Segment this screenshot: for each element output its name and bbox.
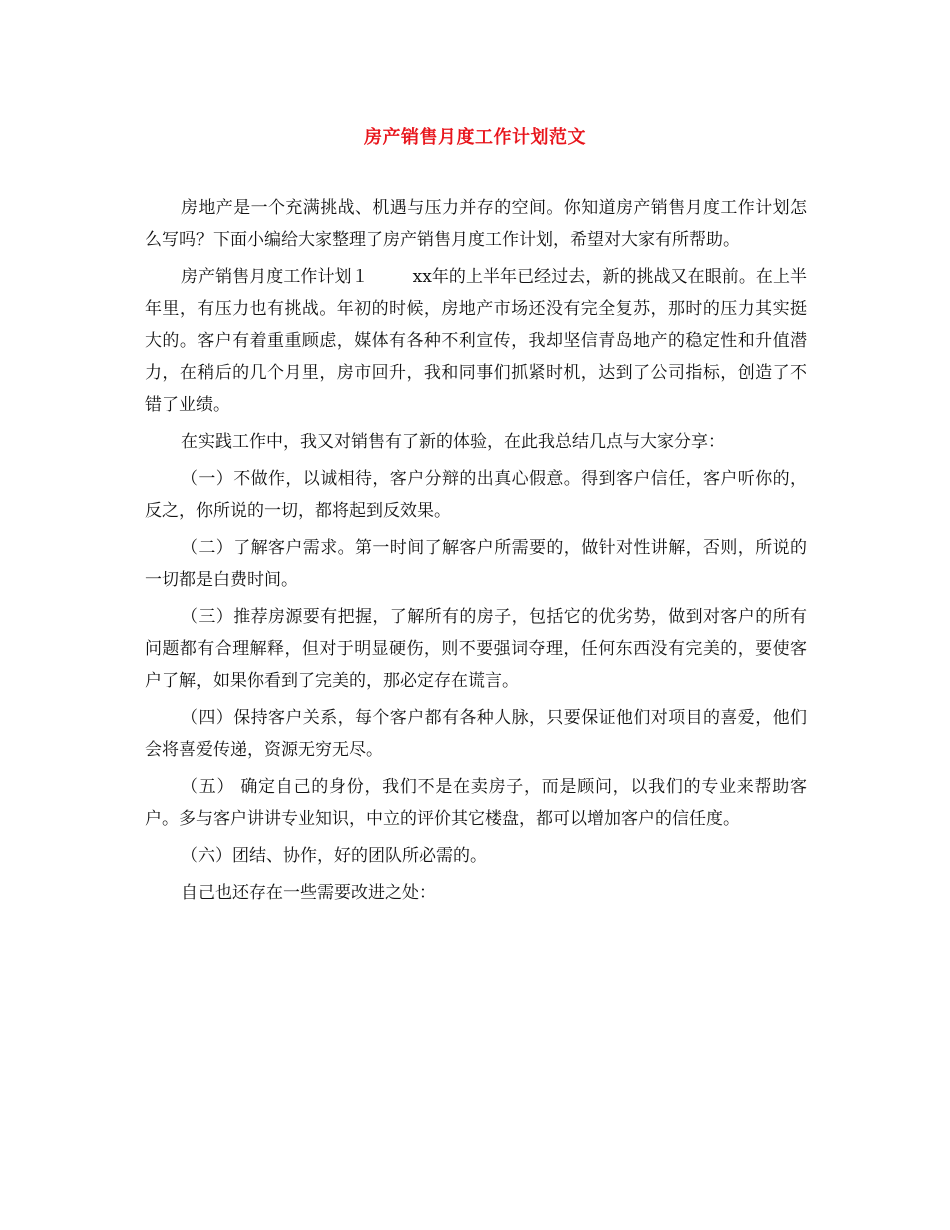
paragraph-experience: 在实践工作中，我又对销售有了新的体验，在此我总结几点与大家分享： xyxy=(181,432,725,452)
plan-body: 在上半年里，有压力也有挑战。年初的时候，房地产市场还没有完全复苏，那时的压力其实挺大的。客户有着重重顾虑，媒体有各种不利宣传，我却坚信青岛地产的稳定性和升值潜力，在稍后的几个月里，房市回升，我和同事们抓紧时机，达到了公司指标，创造了不错了业绩。 xyxy=(145,267,808,415)
paragraph-point-5: （五） 确定自己的身份，我们不是在卖房子，而是顾问，以我们的专业来帮助客户。多与客户讲讲专业知识，中立的评价其它楼盘，都可以增加客户的信任度。 xyxy=(145,777,807,829)
paragraph-point-4: （四）保持客户关系，每个客户都有各种人脉，只要保证他们对项目的喜爱，他们会将喜爱传递，资源无穷无尽。 xyxy=(145,708,807,760)
document-title: 房产销售月度工作计划范文 xyxy=(364,127,586,148)
paragraph-intro: 房地产是一个充满挑战、机遇与压力并存的空间。你知道房产销售月度工作计划怎么写吗？下面小编给大家整理了房产销售月度工作计划，希望对大家有所帮助。 xyxy=(145,198,807,250)
paragraph-improvement: 自己也还存在一些需要改进之处： xyxy=(181,883,436,903)
paragraph-point-2: （二）了解客户需求。第一时间了解客户所需要的，做针对性讲解，否则，所说的一切都是白费时间。 xyxy=(145,538,807,590)
document-body xyxy=(145,192,807,914)
paragraph-point-1: （一）不做作，以诚相待，客户分辩的出真心假意。得到客户信任，客户听你的，反之，你所说的一切，都将起到反效果。 xyxy=(145,469,807,521)
paragraph-point-3: （三）推荐房源要有把握，了解所有的房子，包括它的优劣势，做到对客户的所有问题都有合理解释，但对于明显硬伤，则不要强词夺理，任何东西没有完美的，要使客户了解，如果你看到了完美的，那必定存在谎言。 xyxy=(145,607,807,691)
paragraph-point-6: （六）团结、协作，好的团队所必需的。 xyxy=(181,846,487,866)
plan-intro: xx年的上半年已经过去，新的挑战又在眼前。 xyxy=(412,267,756,287)
paragraph-plan-1 xyxy=(145,261,807,421)
plan-heading: 房产销售月度工作计划１ xyxy=(181,267,369,287)
